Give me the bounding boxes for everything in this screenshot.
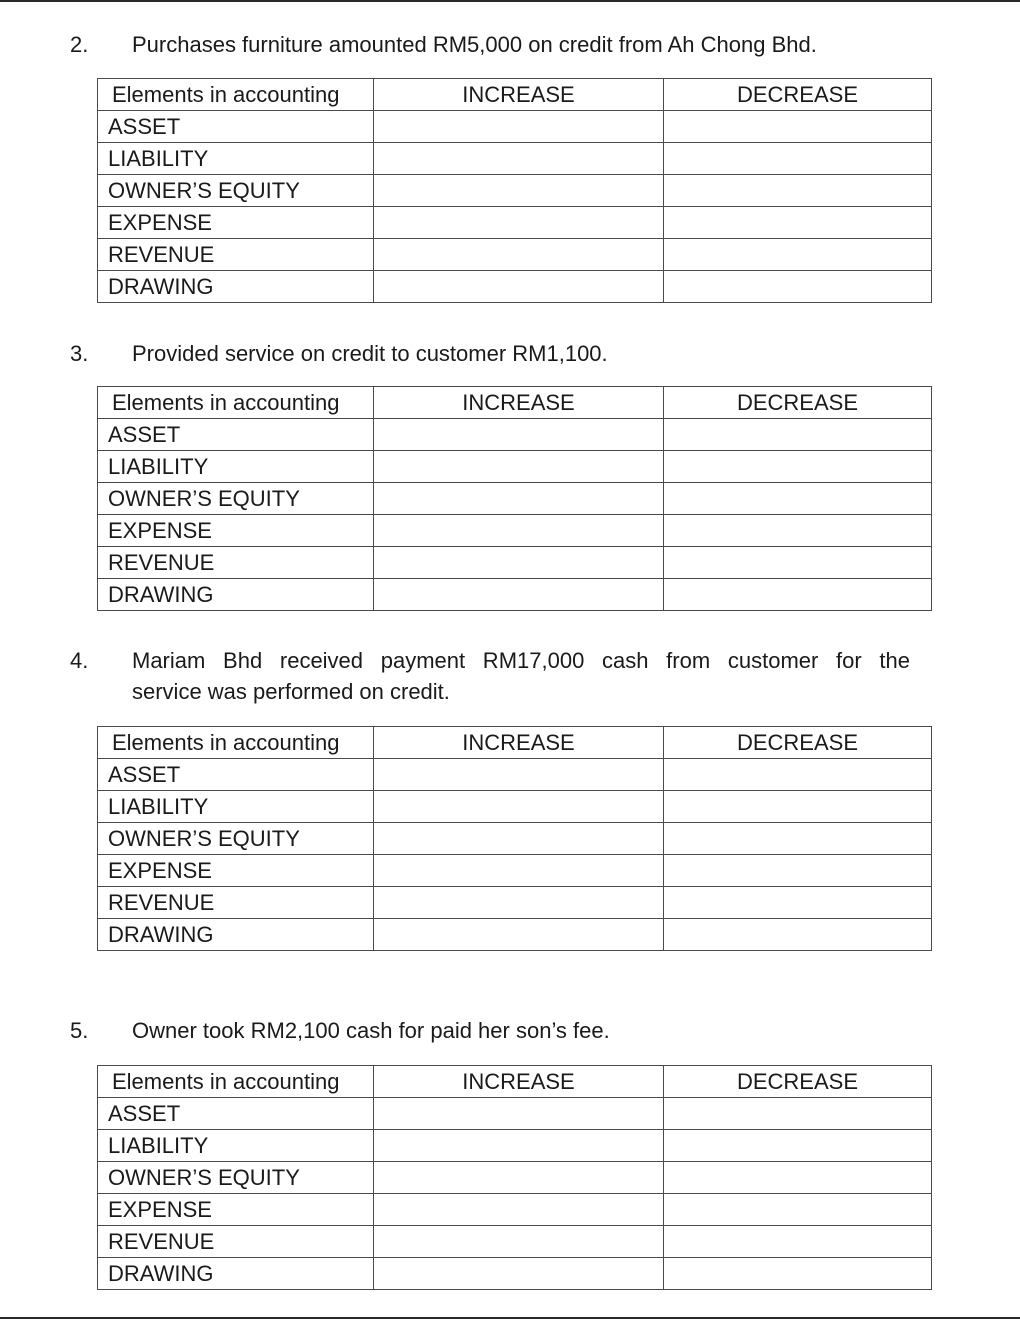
bottom-rule	[0, 1317, 1020, 1319]
decrease-cell[interactable]	[664, 1162, 932, 1194]
header-elements: Elements in accounting	[98, 1066, 374, 1098]
table-row-owners-equity	[98, 823, 932, 855]
row-label: REVENUE	[98, 239, 374, 271]
decrease-cell[interactable]	[664, 1258, 932, 1290]
table-row-liability	[98, 143, 932, 175]
question-text	[132, 645, 910, 707]
increase-cell[interactable]	[374, 175, 664, 207]
table-row-owners-equity	[98, 483, 932, 515]
decrease-cell[interactable]	[664, 419, 932, 451]
row-label: LIABILITY	[98, 451, 374, 483]
increase-cell[interactable]	[374, 419, 664, 451]
row-label: OWNER’S EQUITY	[98, 1162, 374, 1194]
decrease-cell[interactable]	[664, 759, 932, 791]
increase-cell[interactable]	[374, 579, 664, 611]
header-increase: INCREASE	[374, 1066, 664, 1098]
question-text: Provided service on credit to customer RM1,100.	[132, 341, 608, 366]
row-label: LIABILITY	[98, 791, 374, 823]
table-row-drawing	[98, 271, 932, 303]
table-row-revenue	[98, 547, 932, 579]
row-label: LIABILITY	[98, 143, 374, 175]
question-number: 5.	[70, 1018, 89, 1043]
header-decrease: DECREASE	[664, 727, 932, 759]
increase-cell[interactable]	[374, 1194, 664, 1226]
row-label: EXPENSE	[98, 1194, 374, 1226]
decrease-cell[interactable]	[664, 143, 932, 175]
row-label: REVENUE	[98, 547, 374, 579]
table-row-liability	[98, 1130, 932, 1162]
decrease-cell[interactable]	[664, 855, 932, 887]
row-label: ASSET	[98, 419, 374, 451]
table-row-asset	[98, 111, 932, 143]
decrease-cell[interactable]	[664, 1098, 932, 1130]
decrease-cell[interactable]	[664, 451, 932, 483]
accounting-elements-table-q4	[97, 726, 932, 951]
decrease-cell[interactable]	[664, 175, 932, 207]
accounting-elements-table-q2	[97, 78, 932, 303]
header-elements: Elements in accounting	[98, 727, 374, 759]
question-text: Owner took RM2,100 cash for paid her son’s fee.	[132, 1018, 610, 1043]
decrease-cell[interactable]	[664, 823, 932, 855]
row-label: OWNER’S EQUITY	[98, 823, 374, 855]
row-label: EXPENSE	[98, 207, 374, 239]
table-row-liability	[98, 451, 932, 483]
table-row-revenue	[98, 887, 932, 919]
increase-cell[interactable]	[374, 887, 664, 919]
increase-cell[interactable]	[374, 239, 664, 271]
increase-cell[interactable]	[374, 111, 664, 143]
header-increase: INCREASE	[374, 727, 664, 759]
decrease-cell[interactable]	[664, 483, 932, 515]
table-row-asset	[98, 419, 932, 451]
accounting-elements-table-q5	[97, 1065, 932, 1290]
table-row-expense	[98, 855, 932, 887]
table-row-owners-equity	[98, 1162, 932, 1194]
decrease-cell[interactable]	[664, 1194, 932, 1226]
table-row-revenue	[98, 1226, 932, 1258]
table-header-row	[98, 79, 932, 111]
increase-cell[interactable]	[374, 483, 664, 515]
increase-cell[interactable]	[374, 207, 664, 239]
accounting-elements-table-q3	[97, 386, 932, 611]
header-decrease: DECREASE	[664, 387, 932, 419]
table-row-owners-equity	[98, 175, 932, 207]
header-elements: Elements in accounting	[98, 387, 374, 419]
decrease-cell[interactable]	[664, 515, 932, 547]
header-elements: Elements in accounting	[98, 79, 374, 111]
question-number: 2.	[70, 32, 89, 57]
increase-cell[interactable]	[374, 451, 664, 483]
row-label: ASSET	[98, 759, 374, 791]
row-label: REVENUE	[98, 1226, 374, 1258]
increase-cell[interactable]	[374, 1130, 664, 1162]
table-row-drawing	[98, 919, 932, 951]
increase-cell[interactable]	[374, 823, 664, 855]
question-text-line-2: service was performed on credit.	[132, 679, 450, 704]
table-row-expense	[98, 515, 932, 547]
increase-cell[interactable]	[374, 143, 664, 175]
decrease-cell[interactable]	[664, 919, 932, 951]
row-label: DRAWING	[98, 919, 374, 951]
question-number: 4.	[70, 648, 89, 673]
increase-cell[interactable]	[374, 515, 664, 547]
row-label: OWNER’S EQUITY	[98, 483, 374, 515]
row-label: ASSET	[98, 111, 374, 143]
decrease-cell[interactable]	[664, 207, 932, 239]
question-text: Purchases furniture amounted RM5,000 on credit from Ah Chong Bhd.	[132, 32, 817, 57]
increase-cell[interactable]	[374, 791, 664, 823]
increase-cell[interactable]	[374, 855, 664, 887]
decrease-cell[interactable]	[664, 271, 932, 303]
row-label: DRAWING	[98, 579, 374, 611]
top-rule	[0, 0, 1020, 2]
table-row-expense	[98, 207, 932, 239]
table-header-row	[98, 1066, 932, 1098]
header-decrease: DECREASE	[664, 1066, 932, 1098]
decrease-cell[interactable]	[664, 547, 932, 579]
decrease-cell[interactable]	[664, 239, 932, 271]
table-row-expense	[98, 1194, 932, 1226]
row-label: EXPENSE	[98, 855, 374, 887]
row-label: OWNER’S EQUITY	[98, 175, 374, 207]
increase-cell[interactable]	[374, 1258, 664, 1290]
table-row-asset	[98, 759, 932, 791]
decrease-cell[interactable]	[664, 579, 932, 611]
decrease-cell[interactable]	[664, 887, 932, 919]
increase-cell[interactable]	[374, 547, 664, 579]
row-label: LIABILITY	[98, 1130, 374, 1162]
question-number: 3.	[70, 341, 89, 366]
decrease-cell[interactable]	[664, 1130, 932, 1162]
table-row-drawing	[98, 1258, 932, 1290]
header-increase: INCREASE	[374, 79, 664, 111]
table-row-asset	[98, 1098, 932, 1130]
row-label: EXPENSE	[98, 515, 374, 547]
table-row-liability	[98, 791, 932, 823]
decrease-cell[interactable]	[664, 1226, 932, 1258]
table-row-drawing	[98, 579, 932, 611]
table-row-revenue	[98, 239, 932, 271]
row-label: DRAWING	[98, 1258, 374, 1290]
table-header-row	[98, 387, 932, 419]
header-decrease: DECREASE	[664, 79, 932, 111]
increase-cell[interactable]	[374, 1098, 664, 1130]
increase-cell[interactable]	[374, 271, 664, 303]
decrease-cell[interactable]	[664, 791, 932, 823]
row-label: REVENUE	[98, 887, 374, 919]
increase-cell[interactable]	[374, 1162, 664, 1194]
question-text-line-1: Mariam Bhd received payment RM17,000 cash from customer for the	[132, 648, 910, 673]
row-label: ASSET	[98, 1098, 374, 1130]
increase-cell[interactable]	[374, 919, 664, 951]
header-increase: INCREASE	[374, 387, 664, 419]
increase-cell[interactable]	[374, 759, 664, 791]
increase-cell[interactable]	[374, 1226, 664, 1258]
decrease-cell[interactable]	[664, 111, 932, 143]
row-label: DRAWING	[98, 271, 374, 303]
table-header-row	[98, 727, 932, 759]
